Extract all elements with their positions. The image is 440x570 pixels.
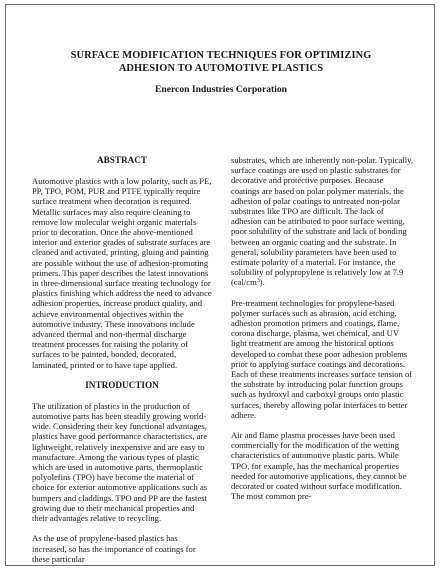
superscript-3: 3 <box>256 278 260 285</box>
intro-paragraph-2: As the use of propylene-based plastics has increased, so has the importance of coatings for these particular <box>32 533 196 564</box>
paper-title <box>46 49 396 75</box>
abstract-heading: ABSTRACT <box>96 155 148 165</box>
document-page <box>5 4 435 566</box>
right-paragraph-3: Air and flame plasma processes have been used commercially for the modification of the wetting characteristics of automotive plastic parts. While TPO, for example, has the mechanical properties needed for automotive applications, they cannot be decorated or coated without surface modification. The most common pre- <box>231 430 407 502</box>
right-paragraph-1 <box>231 155 413 288</box>
title-line-2: ADHESION TO AUTOMOTIVE PLASTICS <box>118 63 324 74</box>
right-paragraph-1-end: ). <box>259 277 265 288</box>
abstract-text: Automotive plastics with a low polarity, such as PE, PP, TPO, POM, PUR and PTFE typically require surface treatment when decoration is required. Metallic surfaces may also require cleaning to remove low molecular weight organic materials prior to decoration. Once the above-mentioned interior and exterior grades of substrate surfaces are cleaned and activated, printing, gluing and painting are possible without the use of adhesion-promoting primers. This paper describes the latest innovations in three-dimensional surface treating technology for plastics finishing which address the need to advance adhesion properties, increase product quality, and achieve environmental objectives within the automotive industry. These innovations include advanced thermal and non-thermal discharge treatment processes for raising the polarity of surfaces to be painted, bonded, decorated, laminated, printed or to have tape applied. <box>32 176 212 370</box>
right-column <box>231 155 413 502</box>
intro-paragraph-1: The utilization of plastics in the production of automotive parts has been steadily growing world-wide. Considering their key functional advantages, plastics have good performance characteristics, are lightweight, relatively inexpensive and are easy to manufacture. Among the various types of plastic which are used in automotive parts, thermoplastic polyolefins (TPO) have become the material of choice for exterior automotive applications such as bumpers and claddings. TPO and PP are the fastest growing due to their mechanical properties and their advantages relative to recycling. <box>32 400 208 524</box>
introduction-heading: INTRODUCTION <box>85 379 159 390</box>
left-column <box>32 155 212 564</box>
paper-author: Enercon Industries Corporation <box>154 84 287 95</box>
right-paragraph-1-text: substrates, which are inherently non-polar. Typically, surface coatings are used on plastic substrates for decorative and protective purposes. Because coatings are based on polar polymer materials, the adhesion of polar coatings to untreated non-polar substrates like TPO are difficult. The lack of adhesion can be attributed to poor surface wetting, poor solubility of the substrate and lack of bonding between an organic coating and the substrate. In general, solubility parameters have been used to estimate polarity of a material. For instance, the solubility of polypropylene is relatively low at 7.9 (cal/cm <box>231 155 413 288</box>
title-line-1: SURFACE MODIFICATION TECHNIQUES FOR OPTIMIZING <box>70 50 372 61</box>
right-paragraph-2: Pre-treatment technologies for propylene-based polymer surfaces such as abrasion, acid etching, adhesion promotion primers and coatings, flame, corona discharge, plasma, wet chemical, and UV light treatment are among the historical options developed to combat these poor adhesion problems prior to applying surface coatings and decorations. Each of these treatments increases surface tension of the substrate by introducing polar function groups such as hydroxyl and carboxyl groups onto plastic surfaces, thereby allowing polar interfaces to better adhere. <box>231 297 413 420</box>
